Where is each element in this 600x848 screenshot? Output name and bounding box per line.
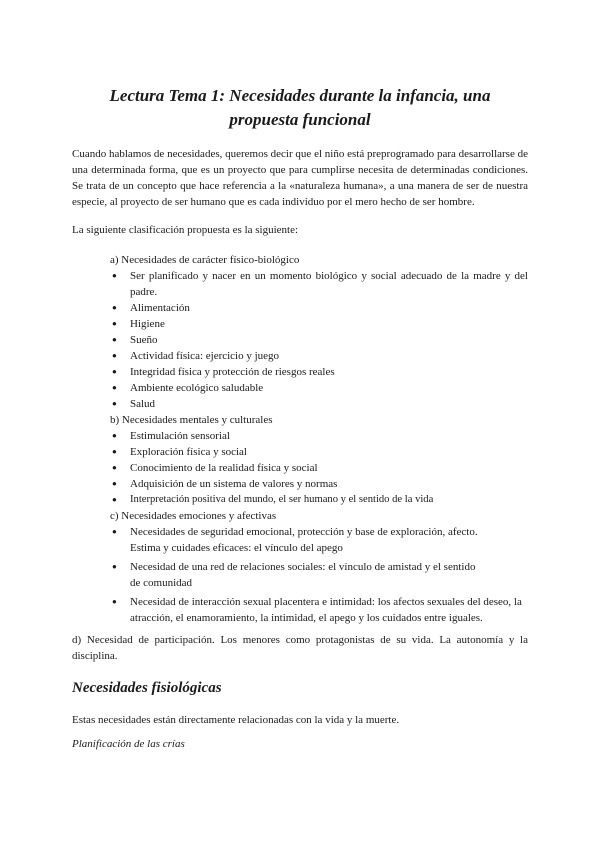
section-c-items [72, 524, 528, 626]
list-item: ● Adquisición de un sistema de valores y normas [112, 476, 528, 492]
section-c [72, 508, 528, 626]
list-item: ● Necesidades de seguridad emocional, protección y base de exploración, afecto. Estima y cuidades eficaces: el vínculo del apego [112, 524, 480, 556]
list-item: ● Exploración física y social [112, 444, 528, 460]
list-item: ● Sueño [112, 332, 528, 348]
physio-paragraph: Estas necesidades están directamente relacionadas con la vida y la muerte. [72, 714, 400, 726]
list-item: ● Ambiente ecológico saludable [112, 380, 528, 396]
needs-list [72, 252, 528, 626]
section-a-items [72, 268, 528, 412]
section-b-label: b) Necesidades mentales y culturales [110, 414, 273, 426]
section-b-items [72, 428, 528, 508]
section-a-label: a) Necesidades de carácter físico-biológico [110, 254, 300, 266]
intro-paragraph: Cuando hablamos de necesidades, queremos decir que el niño está preprogramado para desarrollarse de una determinada forma, que es un proyecto que para cumplirse necesita de determinadas condiciones. Se trata de un concepto que hace referencia a la «naturaleza humana», a una manera de ser de nuestra especie, al proyecto de ser humano que es cada individuo por el mero hecho de ser hombre. [72, 148, 528, 208]
section-a [72, 252, 528, 412]
list-item: ● Integridad física y protección de riesgos reales [112, 364, 528, 380]
section-b [72, 412, 528, 508]
title-line-2: propuesta funcional [229, 110, 371, 129]
section-d: d) Necesidad de participación. Los menores como protagonistas de su vida. La autonomía y la disciplina. [72, 634, 528, 662]
classification-intro: La siguiente clasificación propuesta es la siguiente: [72, 224, 299, 236]
title-line-1: Lectura Tema 1: Necesidades durante la infancia, una [109, 86, 491, 105]
list-item: ● Ser planificado y nacer en un momento biológico y social adecuado de la madre y del padre. [112, 268, 528, 300]
list-item: ● Actividad física: ejercicio y juego [112, 348, 528, 364]
list-item: ● Necesidad de interacción sexual placentera e intimidad: los afectos sexuales del deseo, la atracción, el enamoramiento, la intimidad, el apego y los cuidados entre iguales. [112, 594, 528, 626]
list-item: ● Higiene [112, 316, 528, 332]
subheading-planning: Planificación de las crías [72, 738, 185, 750]
list-item: ● Conocimiento de la realidad física y social [112, 460, 528, 476]
document-title [72, 84, 528, 132]
list-item: ● Estimulación sensorial [112, 428, 528, 444]
list-item: ● Alimentación [112, 300, 528, 316]
list-item: ● Interpretación positiva del mundo, el ser humano y el sentido de la vida [112, 492, 528, 508]
heading-physiological: Necesidades fisiológicas [72, 680, 222, 696]
list-item: ● Necesidad de una red de relaciones sociales: el vínculo de amistad y el sentido de comunidad [112, 559, 480, 591]
list-item: ● Salud [112, 396, 528, 412]
section-c-label: c) Necesidades emociones y afectivas [110, 510, 277, 522]
